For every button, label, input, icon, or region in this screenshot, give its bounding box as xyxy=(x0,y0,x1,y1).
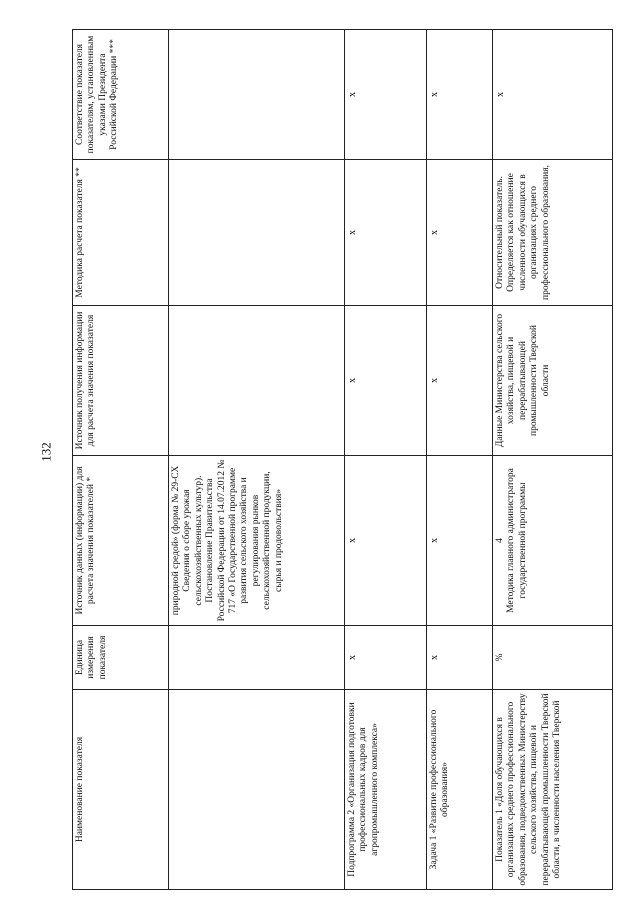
cell-data-source-text: Методика главного администратора государственной программы xyxy=(506,468,528,613)
header-info-source: Источник получения информации для расчета значения показателя xyxy=(73,306,169,456)
cell-info-source: х xyxy=(345,306,427,456)
cell-unit xyxy=(169,626,345,690)
cell-data-source: х xyxy=(345,456,427,626)
page-number: 132 xyxy=(38,442,54,462)
cell-unit: % xyxy=(493,626,613,690)
cell-conformity: х xyxy=(345,30,427,160)
cell-data-source xyxy=(493,456,613,626)
table-row xyxy=(345,30,427,890)
indicator-table xyxy=(72,29,613,890)
cell-info-source xyxy=(169,306,345,456)
cell-name: Задача 1 «Развитие профессионального образования» xyxy=(427,690,493,890)
cell-method xyxy=(169,160,345,306)
cell-conformity: х xyxy=(427,30,493,160)
header-name: Наименование показателя xyxy=(73,690,169,890)
table-row xyxy=(493,30,613,890)
header-conformity: Соответствие показателя показателям, установленным указами Президента Российской Федерации *** xyxy=(73,30,169,160)
indicator-table-sheet xyxy=(72,30,612,890)
cell-unit: х xyxy=(345,626,427,690)
header-data-source: Источник данных (информации) для расчета значения показателей * xyxy=(73,456,169,626)
cell-data-source: х xyxy=(427,456,493,626)
rotated-table-frame xyxy=(72,30,612,890)
cell-method: х xyxy=(345,160,427,306)
header-method: Методика расчета показателя ** xyxy=(73,160,169,306)
cell-info-source: х xyxy=(427,306,493,456)
table-row xyxy=(427,30,493,890)
table-row xyxy=(169,30,345,890)
cell-name xyxy=(169,690,345,890)
cell-info-source: Данные Министерства сельского хозяйства, пищевой и перерабатывающей промышленности Тверской области xyxy=(493,306,613,456)
cell-data-source-number: 4 xyxy=(495,538,505,543)
cell-method: х xyxy=(427,160,493,306)
cell-conformity xyxy=(169,30,345,160)
header-unit: Единица измерения показателя xyxy=(73,626,169,690)
cell-conformity: х xyxy=(493,30,613,160)
cell-name: Подпрограмма 2 «Организация подготовки профессиональных кадров для агропромышленного комплекса» xyxy=(345,690,427,890)
cell-method: Относительный показатель. Определяется как отношение численности обучающихся в организациях среднего профессионального образования, xyxy=(493,160,613,306)
cell-unit: х xyxy=(427,626,493,690)
cell-data-source: природной средой» (форма № 29-СХ Сведения о сборе урожая сельскохозяйственных культур). Постановление Правительства Российской Федерации от 14.07.2012 № 717 «О Государственной программе развития сельского хозяйства и регулирования рынков сельскохозяйственной продукции, сырья и продовольствия» xyxy=(169,456,345,626)
table-header-row xyxy=(73,30,169,890)
cell-name: Показатель 1 «Доля обучающихся в организациях среднего профессионального образования, подведомственных Министерству сельского хозяйства, пищевой и перерабатывающей промышленности Тверской области, в численности населения Тверской xyxy=(493,690,613,890)
